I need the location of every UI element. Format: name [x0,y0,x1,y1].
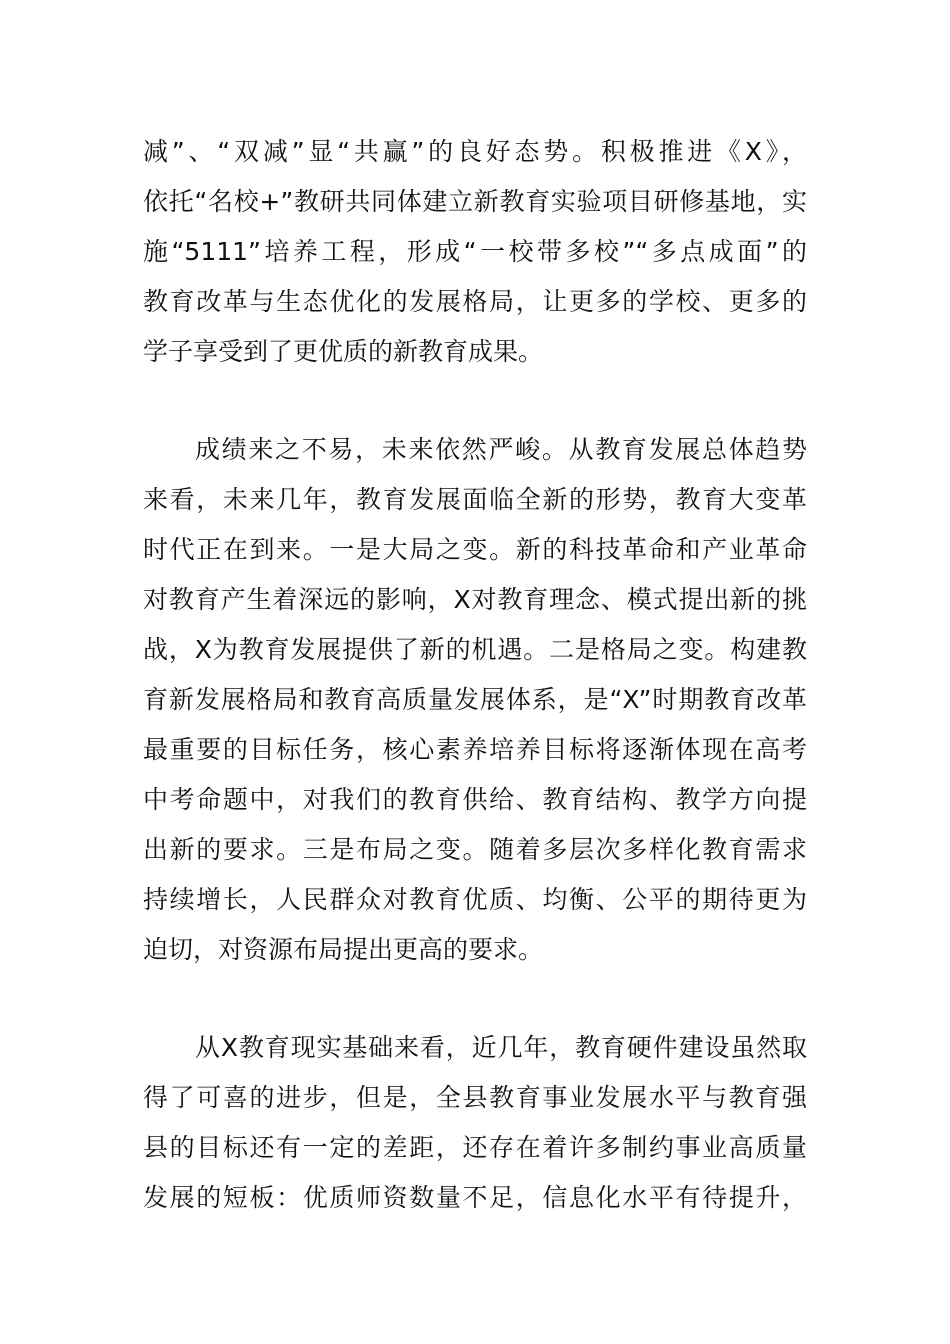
paragraph-line: 育新发展格局和教育高质量发展体系，是“X”时期教育改革 [143,685,807,714]
paragraph-line: 得了可喜的进步，但是，全县教育事业发展水平与教育强 [143,1083,807,1112]
paragraph-line: 发展的短板：优质师资数量不足，信息化水平有待提升， [143,1183,807,1212]
paragraph-line: 减”、“双减”显“共赢”的良好态势。积极推进《X》， [143,137,807,166]
paragraph-line: 学子享受到了更优质的新教育成果。 [143,337,544,366]
paragraph-line: 持续增长，人民群众对教育优质、均衡、公平的期待更为 [143,885,807,914]
paragraph-current-basis [143,1023,807,1223]
paragraph-line: 施“5111”培养工程，形成“一校带多校”“多点成面”的 [143,237,807,266]
paragraph-line: 来看，未来几年，教育发展面临全新的形势，教育大变革 [143,485,807,514]
paragraph-line: 县的目标还有一定的差距，还存在着许多制约事业高质量 [143,1133,807,1162]
paragraph-line: 成绩来之不易，未来依然严峻。从教育发展总体趋势 [195,435,807,464]
paragraph-line: 战，X为教育发展提供了新的机遇。二是格局之变。构建教 [143,635,807,664]
paragraph-line: 教育改革与生态优化的发展格局，让更多的学校、更多的 [143,287,807,316]
paragraph-line: 出新的要求。三是布局之变。随着多层次多样化教育需求 [143,835,807,864]
paragraph-continuation [143,127,807,377]
paragraph-line: 最重要的目标任务，核心素养培养目标将逐渐体现在高考 [143,735,807,764]
paragraph-outlook [143,425,807,975]
paragraph-line: 中考命题中，对我们的教育供给、教育结构、教学方向提 [143,785,807,814]
paragraph-line: 从X教育现实基础来看，近几年，教育硬件建设虽然取 [195,1033,807,1062]
paragraph-line: 迫切，对资源布局提出更高的要求。 [143,935,544,964]
paragraph-line: 依托“名校+”教研共同体建立新教育实验项目研修基地，实 [143,187,807,216]
paragraph-line: 对教育产生着深远的影响，X对教育理念、模式提出新的挑 [143,585,807,614]
paragraph-line: 时代正在到来。一是大局之变。新的科技革命和产业革命 [143,535,807,564]
